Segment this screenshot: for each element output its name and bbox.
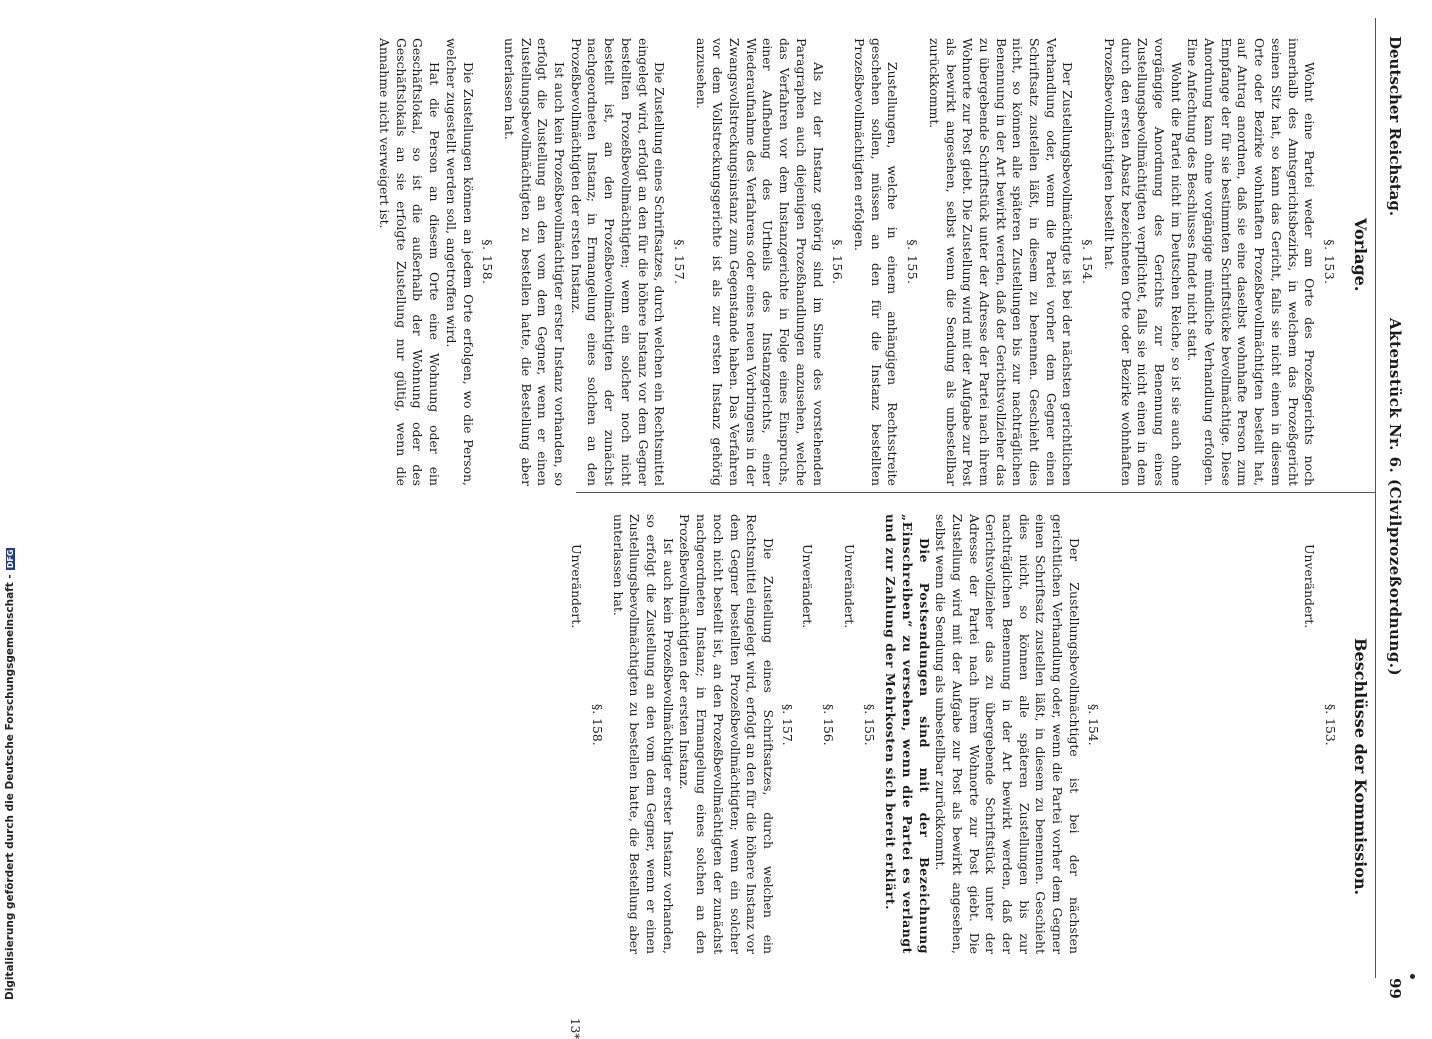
paragraph: Die Zustellungen können an jedem Orte erfolgen, wo die Person, welcher zugestellt werden soll, angetroffen wird. — [443, 38, 476, 486]
paragraph: Zustellungen, welche in einem anhängigen Rechtsstreite geschehen sollen, müssen an den für die Instanz bestellten Prozeßbevollmächtigten erfolgen. — [852, 38, 901, 486]
digitization-note — [4, 549, 16, 1000]
document-page — [4, 18, 1416, 1039]
header-left: Deutscher Reichstag. — [1386, 36, 1404, 217]
paragraph: Als zu der Instanz gehörig sind im Sinne des vorstehenden Paragraphen auch diejenigen Prozeßhandlungen anzusehen, welche das Verfahren vor dem Instanzgerichte in Folge eines Einspruchs, einer Aufhebung des Urtheils des Instanzgerichts, einer Wiederaufnahme des Verfahrens oder eines neuen Vorbringens in der Zwangsvollstreckungsinstanz zum Gegenstande haben. Das Verfahren vor dem Vollstreckungsgerichte ist als zur ersten Instanz gehörig anzusehen. — [693, 38, 826, 486]
paragraph: Der Zustellungsbevollmächtigte ist bei der nächsten gerichtlichen Verhandlung oder, wenn die Partei vorher dem Gegner einen Schriftsatz zustellen läßt, in diesem zu benennen. Geschieht dies nicht, so können alle späteren Zustellungen bis zur nachträglichen Benennung in der Art bewirkt werden, daß der Gerichtsvollzieher das zu übergebende Schriftstück unter der Adresse der Partei nach ihrem Wohnorte zur Post giebt. Die Zustellung wird mit der Aufgabe zur Post als bewirkt angesehen, selbst wenn die Sendung als unbestellbar zurückkommt. — [933, 514, 1082, 954]
page-number: 99 — [1386, 978, 1404, 999]
left-column-text — [375, 38, 1342, 486]
paragraph: Die Zustellung eines Schriftsatzes, durch welchen ein Rechtsmittel eingelegt wird, erfolgt an den für die höhere Instanz vor dem Gegner bestellten Prozeßbevollmächtigten; wenn ein solcher noch nicht bestellt ist, an den Prozeßbevollmächtigten der zunächst nachgeordneten Instanz; in Ermangelung eines solchen an den Prozeßbevollmächtigten der ersten Instanz. — [568, 38, 668, 486]
section-number: §. 154. — [1085, 704, 1101, 746]
paragraph: Ist auch kein Prozeßbevollmächtigter erster Instanz vorhanden, so erfolgt die Zustellung an den vom dem Gegner, wenn er einen Zustellungsbevollmächtigten zu bestellen hatte, die Bestellung aber unterlassen hat. — [610, 514, 676, 954]
section-number: §. 157. — [671, 239, 687, 285]
unchanged-note: Unverändert. — [841, 544, 857, 629]
unchanged-note: Unverändert. — [800, 544, 816, 629]
dfg-logo: DFG — [6, 549, 15, 569]
section-number: §. 155. — [862, 704, 878, 746]
section-number: §. 155. — [905, 239, 921, 285]
section-number: §. 158. — [480, 239, 496, 285]
header-rule — [1375, 18, 1376, 978]
paragraph: Der Zustellungsbevollmächtigte ist bei der nächsten gerichtlichen Verhandlung oder, wenn die Partei vorher dem Gegner einen Schriftsatz zustellen läßt, in diesem zu benennen. Geschieht dies nicht, so können alle späteren Zustellungen bis zur nachträglichen Benennung in der Art bewirkt werden, daß der Gerichtsvollzieher das zu übergebende Schriftstück unter der Adresse der Partei nach ihrem Wohnorte zur Post giebt. Die Zustellung wird mit der Aufgabe zur Post als bewirkt angesehen, selbst wenn die Sendung als unbestellbar zurückkommt. — [926, 38, 1076, 486]
footnote-signature: 13* — [568, 1018, 582, 1039]
paragraph: Hat die Person an diesem Orte eine Wohnung oder ein Geschäftslokal, so ist die außerhalb der Wohnung oder des Geschäftslokals an sie erfolgte Zustellung nur gültig, wenn die Annahme nicht verweigert ist. — [377, 38, 443, 486]
section-number: §. 156. — [830, 239, 846, 285]
left-column-heading: Vorlage. — [1351, 218, 1370, 292]
right-column-text — [566, 514, 1343, 954]
header-title: Aktenstück Nr. 6. (Civilprozeßordnung.) — [1386, 318, 1404, 677]
unchanged-note: Unverändert. — [569, 544, 585, 629]
amendment-paragraph: Die Postsendungen sind mit der Bezeichnung „Einschreiben“ zu versehen, wenn die Partei es verlangt und zur Zahlung der Mehrkosten sich bereit erklärt. — [883, 514, 932, 954]
right-column-heading: Beschlüsse der Kommission. — [1351, 638, 1370, 896]
paragraph: Wohnt eine Partei weder am Orte des Prozeßgerichts noch innerhalb des Amtsgerichtsbezirks, in welchem das Prozeßgericht seinen Sitz hat, so kann das Gericht, falls sie nicht einen in diesem Orte oder Bezirke wohnhaften Prozeßbevollmächtigten bestellt hat, auf Antrag anordnen, daß sie eine daselbst wohnhafte Person zum Empfange der für sie bestimmten Schriftstücke bevollmächtige. Diese Anordnung kann ohne vorgängige mündliche Verhandlung erfolgen. Eine Anfechtung des Beschlusses findet nicht statt. — [1185, 38, 1318, 486]
section-number: §. 158. — [589, 704, 605, 746]
paragraph: Wohnt die Partei nicht im Deutschen Reiche, so ist sie auch ohne vorgängige Anordnung des Gerichts zur Benennung eines Zustellungsbevollmächtigten verpflichtet, falls sie nicht einen in dem durch den ersten Absatz bezeichneten Orte oder Bezirke wohnhaften Prozeßbevollmächtigten bestellt hat. — [1101, 38, 1184, 486]
column-divider — [576, 492, 1376, 493]
section-number: §. 153. — [1322, 239, 1337, 285]
section-number: §. 153. — [1323, 704, 1338, 746]
unchanged-note: Unverändert. — [1302, 544, 1318, 629]
section-number: §. 156. — [821, 704, 837, 746]
paragraph: Ist auch kein Prozeßbevollmächtigter erster Instanz vorhanden, so erfolgt die Zustellung an den vom dem Gegner, wenn er einen Zustellungsbevollmächtigten zu bestellen hatte, die Bestellung aber unterlassen hat. — [501, 38, 568, 486]
section-number: §. 154. — [1080, 239, 1096, 285]
digitization-text: Digitalisierung gefördert durch die Deutsche Forschungsgemeinschaft - — [4, 574, 16, 1000]
paragraph: Die Zustellung eines Schriftsatzes, durch welchen ein Rechtsmittel eingelegt wird, erfolgt an den für die höhere Instanz vor dem Gegner bestellten Prozeßbevollmächtigten; wenn ein solcher noch nicht bestellt ist, an den Prozeßbevollmächtigten der zunächst nachgeordneten Instanz; in Ermangelung eines solchen an den Prozeßbevollmächtigten der ersten Instanz. — [677, 514, 776, 954]
scan-speck — [1410, 974, 1415, 979]
section-number: §. 157. — [779, 704, 795, 746]
